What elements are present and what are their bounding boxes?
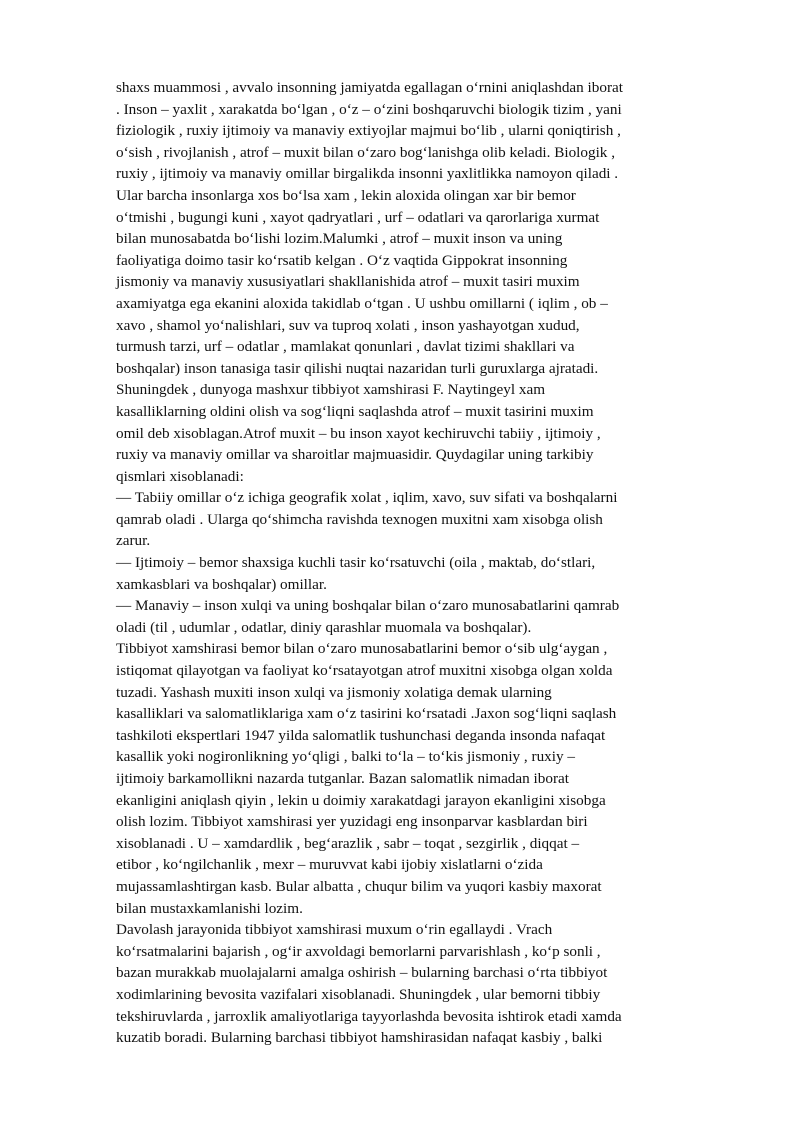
text-line: — Tabiiy omillar o‘z ichiga geografik xolat , iqlim, xavo, suv sifati va boshqalarni xyxy=(116,489,618,507)
text-line: ijtimoiy barkamollikni nazarda tutganlar. Bazan salomatlik nimadan iborat xyxy=(116,770,569,787)
text-line: tekshiruvlarda , jarroxlik amaliyotlariga tayyorlashda bevosita ishtirok etadi xamda xyxy=(116,1007,622,1025)
text-line: turmush tarzi, urf – odatlar , mamlakat qonunlari , davlat tizimi shakllari va xyxy=(116,338,575,356)
text-line: xamkasblari va boshqalar) omillar. xyxy=(116,575,327,593)
text-line: Davolash jarayonida tibbiyot xamshirasi muxum o‘rin egallaydi . Vrach xyxy=(116,921,553,939)
text-line: ekanligini aniqlash qiyin , lekin u doimiy xarakatdagi jarayon ekanligini xisobga xyxy=(116,791,606,809)
text-line: o‘sish , rivojlanish , atrof – muxit bilan o‘zaro bog‘lanishga olib keladi. Biologik , xyxy=(116,143,615,161)
text-line: oladi (til , udumlar , odatlar, diniy qarashlar muomala va boshqalar). xyxy=(116,618,532,636)
text-line: xavo , shamol yo‘nalishlari, suv va tuproq xolati , inson yashayotgan xudud, xyxy=(116,316,580,334)
text-line: shaxs muammosi , avvalo insonning jamiyatda egallagan o‘rnini aniqlashdan iborat xyxy=(116,79,623,96)
text-line: faoliyatiga doimo tasir ko‘rsatib kelgan . O‘z vaqtida Gippokrat insonning xyxy=(116,251,568,269)
body-text xyxy=(116,77,746,1049)
text-line: fiziologik , ruxiy ijtimoiy va manaviy extiyojlar majmui bo‘lib , ularni qoniqtirish , xyxy=(116,122,621,140)
text-line: istiqomat qilayotgan va faoliyat ko‘rsatayotgan atrof muxitni xisobga olgan xolda xyxy=(116,662,613,680)
text-line: omil deb xisoblagan.Atrof muxit – bu inson xayot kechiruvchi tabiiy , ijtimoiy , xyxy=(116,424,601,442)
text-line: olish lozim. Tibbiyot xamshirasi yer yuzidagi eng insonparvar kasblardan biri xyxy=(116,813,588,831)
text-line: Shuningdek , dunyoga mashxur tibbiyot xamshirasi F. Naytingeyl xam xyxy=(116,381,546,399)
text-line: kasalliklarning oldini olish va sog‘liqni saqlashda atrof – muxit tasirini muxim xyxy=(116,402,594,420)
text-line: tashkiloti ekspertlari 1947 yilda salomatlik tushunchasi deganda insonda nafaqat xyxy=(116,726,606,744)
text-line: tuzadi. Yashash muxiti inson xulqi va jismoniy xolatiga demak ularning xyxy=(116,683,552,701)
text-line: bilan munosabatda bo‘lishi lozim.Malumki , atrof – muxit inson va uning xyxy=(116,230,563,248)
text-line: axamiyatga ega ekanini aloxida takidlab o‘tgan . U ushbu omillarni ( iqlim , ob – xyxy=(116,294,608,312)
text-line: etibor , ko‘ngilchanlik , mexr – muruvvat kabi ijobiy xislatlarni o‘zida xyxy=(116,856,543,874)
text-line: xodimlarining bevosita vazifalari xisoblanadi. Shuningdek , ular bemorni tibbiy xyxy=(116,985,601,1003)
text-line: ruxiy va manaviy omillar va sharoitlar majmuasidir. Quydagilar uning tarkibiy xyxy=(116,446,594,464)
text-line: bilan mustaxkamlanishi lozim. xyxy=(116,899,303,917)
text-line: — Manaviy – inson xulqi va uning boshqalar bilan o‘zaro munosabatlarini qamrab xyxy=(116,597,620,615)
text-line: Ular barcha insonlarga xos bo‘lsa xam , lekin aloxida olingan xar bir bemor xyxy=(116,186,576,204)
text-line: boshqalar) inson tanasiga tasir qilishi nuqtai nazaridan turli guruxlarga ajratadi. xyxy=(116,359,599,377)
text-line: kasalliklari va salomatliklariga xam o‘z tasirini ko‘rsatadi .Jaxon sog‘liqni saqlash xyxy=(116,705,617,723)
text-line: kasallik yoki nogironlikning yo‘qligi , balki to‘la – to‘kis jismoniy , ruxiy – xyxy=(116,748,575,766)
text-line: ruxiy , ijtimoiy va manaviy omillar birgalikda insonni yaxlitlikka namoyon qiladi . xyxy=(116,165,619,183)
text-line: . Inson – yaxlit , xarakatda bo‘lgan , o‘z – o‘zini boshqaruvchi biologik tizim , yani xyxy=(116,100,622,118)
text-line: Tibbiyot xamshirasi bemor bilan o‘zaro munosabatlarini bemor o‘sib ulg‘aygan , xyxy=(116,640,608,658)
text-line: o‘tmishi , bugungi kuni , xayot qadryatlari , urf – odatlari va qarorlariga xurmat xyxy=(116,208,600,226)
text-line: qamrab oladi . Ularga qo‘shimcha ravishda texnogen muxitni xam xisobga olish xyxy=(116,510,603,528)
text-line: xisoblanadi . U – xamdardlik , beg‘arazlik , sabr – toqat , sezgirlik , diqqat – xyxy=(116,834,580,852)
text-line: qismlari xisoblanadi: xyxy=(116,467,244,485)
text-line: bazan murakkab muolajalarni amalga oshirish – bularning barchasi o‘rta tibbiyot xyxy=(116,964,608,982)
text-line: mujassamlashtirgan kasb. Bular albatta , chuqur bilim va yuqori kasbiy maxorat xyxy=(116,877,602,895)
text-line: zarur. xyxy=(116,532,151,550)
text-line: kuzatib boradi. Bularning barchasi tibbiyot hamshirasidan nafaqat kasbiy , balki xyxy=(116,1029,603,1047)
text-line: jismoniy va manaviy xususiyatlari shakllanishida atrof – muxit tasiri muxim xyxy=(116,273,580,291)
text-line: ko‘rsatmalarini bajarish , og‘ir axvoldagi bemorlarni parvarishlash , ko‘p sonli , xyxy=(116,942,601,960)
text-line: — Ijtimoiy – bemor shaxsiga kuchli tasir ko‘rsatuvchi (oila , maktab, do‘stlari, xyxy=(116,554,596,572)
